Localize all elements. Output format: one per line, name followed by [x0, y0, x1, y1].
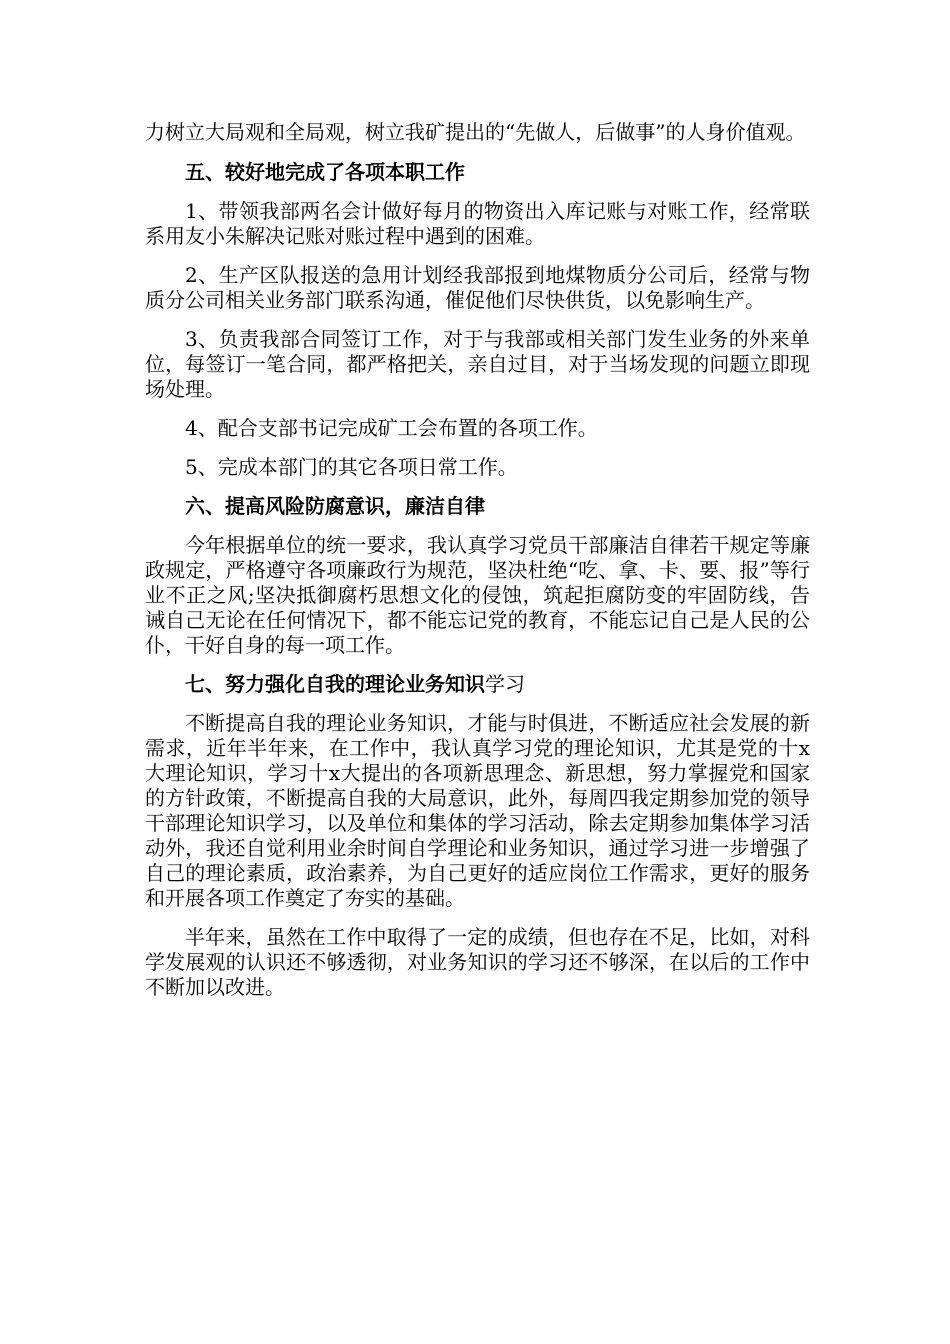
item-1-paragraph: 1、带领我部两名会计做好每月的物资出入库记账与对账工作，经常联系用友小朱解决记账对账过程中遇到的困难。: [145, 199, 810, 248]
section-7-paragraph: 不断提高自我的理论业务知识，才能与时俱进，不断适应社会发展的新需求，近年半年来，在工作中，我认真学习党的理论知识，尤其是党的十x大理论知识，学习十x大提出的各项新思理念、新思想，努力掌握党和国家的方针政策，不断提高自我的大局意识，此外，每周四我定期参加党的领导干部理论知识学习，以及单位和集体的学习活动，除去定期参加集体学习活动外，我还自觉利用业余时间自学理论和业务知识，通过学习进一步增强了自己的理论素质，政治素养，为自己更好的适应岗位工作需求，更好的服务和开展各项工作奠定了夯实的基础。: [145, 711, 810, 910]
section-heading-7-bold: 七、努力强化自我的理论业务知识: [185, 672, 485, 696]
section-6-paragraph: 今年根据单位的统一要求，我认真学习党员干部廉洁自律若干规定等廉政规定，严格遵守各项廉政行为规范，坚决杜绝“吃、拿、卡、要、报”等行业不正之风;坚决抵御腐朽思想文化的侵蚀，筑起拒腐防变的牢固防线，告诫自己无论在任何情况下，都不能忘记党的教育，不能忘记自己是人民的公仆，干好自身的每一项工作。: [145, 533, 810, 657]
item-2-paragraph: 2、生产区队报送的急用计划经我部报到地煤物质分公司后，经常与物质分公司相关业务部门联系沟通，催促他们尽快供货，以免影响生产。: [145, 263, 810, 312]
item-3-paragraph: 3、负责我部合同签订工作，对于与我部或相关部门发生业务的外来单位，每签订一笔合同，都严格把关，亲自过目，对于当场发现的问题立即现场处理。: [145, 327, 810, 401]
section-heading-5: 五、较好地完成了各项本职工作: [185, 160, 465, 184]
item-4-paragraph: 4、配合支部书记完成矿工会布置的各项工作。: [185, 416, 598, 440]
document-body: [145, 120, 810, 1000]
conclusion-paragraph: 半年来，虽然在工作中取得了一定的成绩，但也存在不足，比如，对科学发展观的认识还不够透彻，对业务知识的学习还不够深，在以后的工作中不断加以改进。: [145, 925, 810, 999]
item-5-paragraph: 5、完成本部门的其它各项日常工作。: [185, 455, 518, 479]
section-heading-7: [145, 672, 810, 697]
section-heading-7-normal: 学习: [485, 672, 525, 696]
section-heading-6: 六、提高风险防腐意识，廉洁自律: [185, 494, 485, 518]
continuation-paragraph: 力树立大局观和全局观，树立我矿提出的“先做人，后做事”的人身价值观。: [145, 120, 806, 144]
